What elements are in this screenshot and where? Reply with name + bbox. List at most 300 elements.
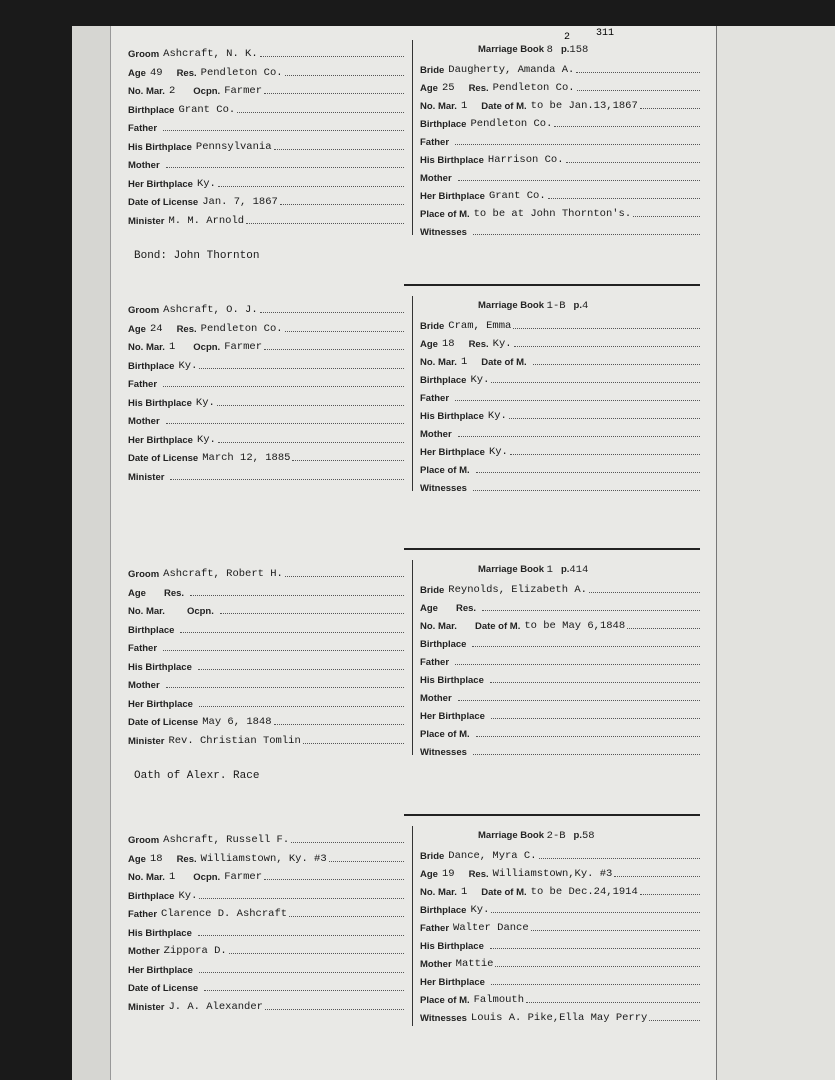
field-label: Birthplace: [420, 119, 467, 130]
field-label: Witnesses: [420, 483, 467, 494]
bride-father-row: [420, 920, 700, 934]
field-label: Witnesses: [420, 1013, 467, 1024]
field-value: Farmer: [224, 341, 262, 353]
field-label: Date of M.: [474, 621, 521, 632]
field-label: Mother: [128, 416, 160, 427]
field-label: Date of M.: [481, 101, 527, 112]
field-label: Age: [128, 67, 146, 79]
field-label: Minister: [128, 1001, 165, 1013]
bride-father-row: [420, 390, 700, 404]
bride-no-mar-row: [420, 618, 700, 632]
fill-line: [458, 179, 700, 181]
adjacent-page-strip: [716, 26, 835, 1080]
fill-line: [217, 404, 404, 406]
bride-no-mar-row: [420, 98, 700, 112]
fill-line: [577, 89, 700, 91]
groom-date-of-license-row: [128, 714, 404, 728]
fill-line: [640, 107, 700, 109]
fill-line: [476, 471, 700, 473]
fill-line: [163, 129, 404, 131]
fill-line: [495, 965, 700, 967]
field-label: Her Birthplace: [420, 447, 485, 458]
field-value: Walter Dance: [453, 922, 529, 934]
card-separator: [404, 284, 700, 286]
groom-minister-row: [128, 733, 404, 747]
bride-witnesses-row: [420, 1010, 700, 1024]
fill-line: [576, 71, 700, 73]
field-label: His Birthplace: [420, 411, 484, 422]
marriage-card: [112, 826, 716, 1048]
bride-mother-row: [420, 956, 700, 970]
field-label: Ocpn.: [193, 872, 221, 883]
marriage-book-ref: [478, 44, 588, 56]
bride-age-row: [420, 80, 700, 94]
field-value: Ky.: [492, 338, 512, 350]
groom-no-mar-row: [128, 339, 404, 353]
fill-line: [265, 1008, 404, 1010]
column-divider: [412, 560, 413, 755]
groom-minister-row: [128, 999, 404, 1013]
field-label: Her Birthplace: [128, 178, 193, 190]
field-label: No. Mar.: [420, 621, 457, 632]
groom-no-mar-row: [128, 869, 404, 883]
column-divider: [412, 40, 413, 235]
field-label: Place of M.: [420, 209, 470, 220]
field-value: Mattie: [455, 958, 494, 970]
groom-minister-row: [128, 469, 404, 483]
field-label: Age: [420, 339, 438, 350]
page-number: 4: [582, 300, 589, 312]
field-value: Williamstown,Ky. #3: [492, 868, 613, 880]
fill-line: [633, 215, 700, 217]
fill-line: [291, 841, 404, 843]
field-label: His Birthplace: [420, 675, 484, 686]
bride-his-birthplace-row: [420, 408, 700, 422]
field-label: His Birthplace: [420, 941, 484, 952]
bride-his-birthplace-row: [420, 938, 700, 952]
bride-father-row: [420, 654, 700, 668]
fill-line: [614, 875, 700, 877]
field-label: Date of License: [128, 197, 199, 208]
field-value: Ky.: [196, 177, 216, 190]
groom-age-row: [128, 585, 404, 599]
field-label: Date of M.: [481, 357, 527, 368]
groom-birthplace-row: [128, 102, 404, 116]
field-value: Pendleton Co.: [200, 66, 283, 79]
groom-her-birthplace-row: [128, 696, 404, 710]
field-label: Bride: [420, 65, 445, 76]
fill-line: [482, 609, 700, 611]
fill-line: [473, 233, 700, 235]
field-value: 1: [460, 356, 468, 368]
groom-her-birthplace-row: [128, 962, 404, 976]
marriage-card: [112, 560, 716, 800]
field-value: Clarence D. Ashcraft: [161, 908, 288, 920]
field-value: 1: [168, 341, 176, 353]
field-value: Farmer: [224, 871, 262, 883]
fill-line: [458, 699, 700, 701]
field-label: Her Birthplace: [128, 964, 193, 976]
field-label: Place of M.: [420, 995, 470, 1006]
fill-line: [163, 649, 404, 651]
fill-line: [473, 753, 700, 755]
field-label: Father: [420, 657, 450, 668]
groom-date-of-license-row: [128, 980, 404, 994]
field-label: Ocpn.: [186, 606, 214, 617]
column-divider: [412, 296, 413, 491]
groom-mother-row: [128, 413, 404, 427]
fill-line: [640, 893, 700, 895]
fill-line: [264, 348, 404, 350]
bride-place-of-m-row: [420, 726, 700, 740]
fill-line: [289, 915, 404, 917]
field-label: Date of License: [128, 453, 199, 464]
field-label: Mother: [128, 946, 160, 957]
field-value: Ky.: [470, 374, 490, 386]
field-value: 1: [168, 871, 176, 883]
field-value: 1: [460, 886, 468, 898]
groom-his-birthplace-row: [128, 139, 404, 153]
field-value: Jan. 7, 1867: [202, 196, 278, 208]
fill-line: [204, 989, 404, 991]
page-number: 158: [569, 44, 589, 56]
bride-place-of-m-row: [420, 206, 700, 220]
groom-date-of-license-row: [128, 450, 404, 464]
field-label: Minister: [128, 215, 165, 227]
fill-line: [554, 125, 700, 127]
bride-no-mar-row: [420, 354, 700, 368]
fill-line: [220, 612, 404, 614]
fill-line: [491, 983, 700, 985]
fill-line: [199, 705, 404, 707]
field-label: Ocpn.: [193, 86, 221, 97]
field-label: Groom: [128, 305, 160, 316]
field-label: Date of M.: [481, 887, 527, 898]
field-label: Age: [128, 853, 146, 865]
marriage-book-ref: [478, 564, 588, 576]
field-value: March 12, 1885: [202, 452, 291, 464]
field-label: Place of M.: [420, 465, 470, 476]
marriage-book-label: Marriage Book: [478, 830, 544, 841]
field-label: Age: [128, 587, 146, 599]
field-label: Res.: [468, 83, 489, 94]
marriage-book-label: Marriage Book: [478, 44, 544, 55]
field-label: Bride: [420, 585, 445, 596]
field-value: Grant Co.: [488, 190, 546, 202]
field-value: to be Jan.13,1867: [530, 100, 638, 112]
fill-line: [539, 857, 700, 859]
marriage-card: [112, 28, 716, 270]
field-label: No. Mar.: [420, 357, 457, 368]
bride-witnesses-row: [420, 224, 700, 238]
field-value: Zippora D.: [163, 945, 227, 957]
field-value: Ky.: [470, 904, 490, 916]
groom-father-row: [128, 640, 404, 654]
field-value: Ky.: [178, 889, 198, 902]
bride-bride-row: [420, 62, 700, 76]
page-number: 414: [569, 564, 589, 576]
field-label: Res.: [468, 869, 489, 880]
bride-place-of-m-row: [420, 462, 700, 476]
groom-age-row: [128, 321, 404, 335]
fill-line: [491, 381, 700, 383]
field-value: Pennsylvania: [195, 140, 272, 153]
fill-line: [229, 952, 404, 954]
fill-line: [199, 897, 404, 899]
field-label: Her Birthplace: [420, 977, 485, 988]
field-label: Mother: [420, 959, 452, 970]
fill-line: [199, 367, 404, 369]
field-label: No. Mar.: [128, 342, 165, 353]
field-label: Mother: [420, 173, 452, 184]
fill-line: [458, 435, 700, 437]
fill-line: [531, 929, 700, 931]
field-value: Ashcraft, Russell F.: [163, 834, 290, 846]
bride-age-row: [420, 336, 700, 350]
groom-birthplace-row: [128, 888, 404, 902]
fill-line: [566, 161, 700, 163]
field-label: Her Birthplace: [128, 698, 193, 710]
field-value: M. M. Arnold: [168, 214, 245, 227]
fill-line: [199, 971, 404, 973]
groom-his-birthplace-row: [128, 395, 404, 409]
field-value: Grant Co.: [178, 103, 236, 116]
bride-her-birthplace-row: [420, 188, 700, 202]
field-value: Harrison Co.: [487, 154, 564, 166]
field-label: Birthplace: [128, 360, 175, 372]
field-value: 2: [168, 85, 176, 97]
field-label: Bride: [420, 321, 445, 332]
bride-her-birthplace-row: [420, 708, 700, 722]
bride-witnesses-row: [420, 480, 700, 494]
field-value: Pendleton Co.: [492, 82, 575, 94]
bride-bride-row: [420, 318, 700, 332]
field-value: to be Dec.24,1914: [530, 886, 638, 898]
fill-line: [166, 686, 404, 688]
field-label: Res.: [468, 339, 489, 350]
fill-line: [491, 717, 700, 719]
field-label: No. Mar.: [128, 86, 165, 97]
fill-line: [455, 399, 700, 401]
field-value: 19: [441, 868, 455, 880]
bride-her-birthplace-row: [420, 974, 700, 988]
bride-place-of-m-row: [420, 992, 700, 1006]
fill-line: [513, 327, 700, 329]
fill-line: [526, 1001, 700, 1003]
field-label: Father: [420, 137, 450, 148]
bride-age-row: [420, 866, 700, 880]
field-value: Ky.: [488, 446, 508, 458]
fill-line: [627, 627, 700, 629]
field-value: 18: [441, 338, 455, 350]
groom-birthplace-row: [128, 358, 404, 372]
field-label: Age: [420, 869, 438, 880]
bride-birthplace-row: [420, 116, 700, 130]
field-label: Mother: [128, 160, 160, 171]
field-label: Witnesses: [420, 747, 467, 758]
bride-no-mar-row: [420, 884, 700, 898]
field-label: Mother: [420, 429, 452, 440]
marriage-book-label: Marriage Book: [478, 300, 544, 311]
field-label: Birthplace: [128, 104, 175, 116]
field-value: Reynolds, Elizabeth A.: [448, 584, 587, 596]
field-value: Dance, Myra C.: [448, 850, 537, 862]
field-label: Age: [128, 323, 146, 335]
field-value: to be May 6,1848: [524, 620, 626, 632]
field-label: Ocpn.: [193, 342, 221, 353]
fill-line: [264, 878, 404, 880]
field-label: Father: [420, 393, 450, 404]
field-value: Ashcraft, Robert H.: [163, 568, 283, 580]
fill-line: [292, 459, 404, 461]
field-label: Her Birthplace: [128, 434, 193, 446]
bride-his-birthplace-row: [420, 672, 700, 686]
marriage-card: [112, 296, 716, 536]
fill-line: [198, 668, 404, 670]
field-label: Res.: [455, 603, 477, 614]
record-note: Bond: John Thornton: [134, 250, 260, 262]
field-label: Age: [420, 603, 438, 614]
page-label: p.: [573, 830, 582, 841]
document-page: [72, 26, 835, 1080]
card-separator: [404, 548, 700, 550]
field-value: Louis A. Pike,Ella May Perry: [470, 1012, 648, 1024]
book-number: 8: [546, 44, 553, 56]
groom-his-birthplace-row: [128, 925, 404, 939]
marriage-book-label: Marriage Book: [478, 564, 544, 575]
card-separator: [404, 814, 700, 816]
fill-line: [246, 222, 404, 224]
field-value: Ky.: [195, 396, 215, 409]
field-label: Minister: [128, 471, 165, 483]
fill-line: [163, 385, 404, 387]
fill-line: [472, 645, 700, 647]
field-label: Father: [128, 379, 158, 390]
groom-groom-row: [128, 832, 404, 846]
bride-birthplace-row: [420, 902, 700, 916]
field-label: Date of License: [128, 717, 199, 728]
groom-her-birthplace-row: [128, 432, 404, 446]
field-value: 18: [149, 852, 163, 865]
fill-line: [455, 143, 700, 145]
field-value: 25: [441, 82, 455, 94]
fill-line: [473, 489, 700, 491]
fill-line: [260, 55, 404, 57]
field-label: His Birthplace: [128, 397, 192, 409]
bride-bride-row: [420, 582, 700, 596]
book-number: 1-B: [546, 300, 566, 312]
groom-groom-row: [128, 302, 404, 316]
fill-line: [514, 345, 700, 347]
record-note: Oath of Alexr. Race: [134, 770, 260, 782]
fill-line: [589, 591, 700, 593]
field-label: No. Mar.: [420, 887, 457, 898]
fill-line: [490, 947, 700, 949]
fill-line: [180, 631, 404, 633]
fill-line: [198, 934, 404, 936]
marriage-book-ref: [478, 300, 588, 312]
field-label: Mother: [128, 680, 160, 691]
field-value: Cram, Emma: [448, 320, 512, 332]
bride-mother-row: [420, 170, 700, 184]
page-label: p.: [560, 44, 570, 55]
field-value: Farmer: [224, 85, 262, 97]
book-number-correction: 2: [564, 32, 571, 43]
fill-line: [490, 681, 700, 683]
bride-age-row: [420, 600, 700, 614]
fill-line: [455, 663, 700, 665]
field-value: 49: [149, 66, 163, 79]
field-label: Birthplace: [420, 639, 467, 650]
page-number: 58: [582, 830, 595, 842]
field-value: Daugherty, Amanda A.: [448, 64, 575, 76]
groom-father-row: [128, 120, 404, 134]
bride-bride-row: [420, 848, 700, 862]
fill-line: [548, 197, 700, 199]
fill-line: [218, 185, 404, 187]
fill-line: [274, 148, 404, 150]
field-label: His Birthplace: [420, 155, 484, 166]
groom-minister-row: [128, 213, 404, 227]
book-number: 1: [546, 564, 553, 576]
fill-line: [510, 453, 700, 455]
bride-father-row: [420, 134, 700, 148]
field-label: Birthplace: [420, 375, 467, 386]
fill-line: [264, 92, 404, 94]
fill-line: [280, 203, 404, 205]
groom-father-row: [128, 376, 404, 390]
field-value: to be at John Thornton's.: [473, 208, 632, 220]
fill-line: [476, 735, 700, 737]
groom-age-row: [128, 851, 404, 865]
fill-line: [260, 311, 404, 313]
fill-line: [285, 575, 404, 577]
groom-no-mar-row: [128, 603, 404, 617]
column-divider: [412, 826, 413, 1026]
groom-birthplace-row: [128, 622, 404, 636]
groom-father-row: [128, 906, 404, 920]
field-value: 24: [149, 322, 163, 335]
page-number-correction: 311: [596, 28, 615, 39]
bride-birthplace-row: [420, 636, 700, 650]
field-label: Groom: [128, 49, 160, 60]
field-value: Ashcraft, N. K.: [163, 48, 258, 60]
bride-mother-row: [420, 690, 700, 704]
groom-no-mar-row: [128, 83, 404, 97]
groom-groom-row: [128, 46, 404, 60]
marriage-book-ref: [478, 830, 595, 842]
field-label: Res.: [176, 323, 197, 335]
field-label: Bride: [420, 851, 445, 862]
field-label: No. Mar.: [420, 101, 457, 112]
field-label: Her Birthplace: [420, 711, 485, 722]
field-label: Groom: [128, 835, 160, 846]
groom-mother-row: [128, 943, 404, 957]
book-number: 2-B: [546, 830, 566, 842]
field-value: Pendleton Co.: [200, 322, 283, 335]
fill-line: [166, 166, 404, 168]
field-label: Groom: [128, 569, 160, 580]
fill-line: [491, 911, 700, 913]
fill-line: [509, 417, 700, 419]
field-value: Ky.: [487, 410, 507, 422]
fill-line: [237, 111, 404, 113]
page-label: p.: [573, 300, 582, 311]
fill-line: [329, 860, 404, 862]
field-label: His Birthplace: [128, 661, 192, 673]
field-value: Ashcraft, O. J.: [163, 304, 258, 316]
field-label: Father: [128, 123, 158, 134]
